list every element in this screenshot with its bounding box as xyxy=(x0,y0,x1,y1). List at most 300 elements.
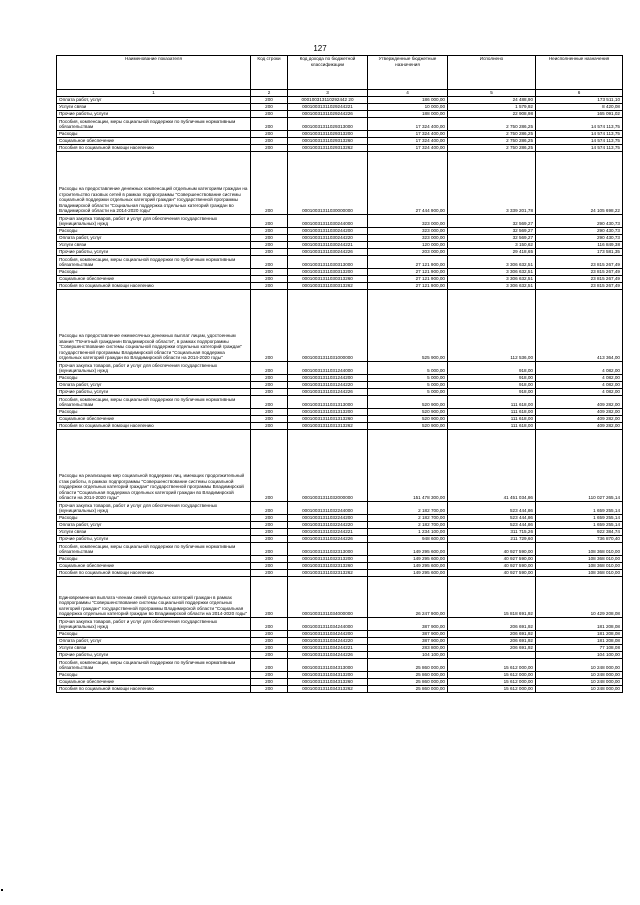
row-approved: 520 900,00 xyxy=(368,396,448,409)
row-name: Пособия по социальной помощи населению xyxy=(57,686,251,693)
row-approved: 520 900,00 xyxy=(368,416,448,423)
table-row xyxy=(57,242,623,249)
row-approved: 25 860 000,00 xyxy=(368,679,448,686)
row-unexecuted: 10 248 000,00 xyxy=(536,686,623,693)
row-name: Прочая закупка товаров, работ и услуг для обеспечения государственных (муниципальных) нужд xyxy=(57,362,251,375)
row-approved: 10 000,00 xyxy=(368,104,448,111)
row-approved: 27 121 900,00 xyxy=(368,269,448,276)
row-unexecuted: 10 248 000,00 xyxy=(536,679,623,686)
row-budget-code: 00010031311032244221 xyxy=(288,529,368,536)
row-executed: 32 569,27 xyxy=(448,215,536,228)
row-name: Услуги связи xyxy=(57,645,251,652)
row-name: Пособия, компенсации, меры социальной поддержки по публичным нормативным обязательствам xyxy=(57,118,251,131)
row-executed: 3 339 201,78 xyxy=(448,152,536,215)
row-name: Оплата работ, услуг xyxy=(57,522,251,529)
row-line-code: 200 xyxy=(251,111,288,118)
table-row xyxy=(57,131,623,138)
row-line-code: 200 xyxy=(251,104,288,111)
row-unexecuted: 173 581,35 xyxy=(536,249,623,256)
row-executed: 523 444,86 xyxy=(448,502,536,515)
row-budget-code: 00010031311031313260 xyxy=(288,416,368,423)
row-budget-code: 00010031311031244220 xyxy=(288,382,368,389)
row-executed: 32 569,27 xyxy=(448,235,536,242)
row-budget-code: 00010031311032244220 xyxy=(288,522,368,529)
column-number: 1 xyxy=(57,90,251,97)
row-executed: 41 451 034,86 xyxy=(448,430,536,502)
row-approved: 323 000,00 xyxy=(368,235,448,242)
row-line-code: 200 xyxy=(251,638,288,645)
table-row xyxy=(57,256,623,269)
row-approved: 17 324 400,00 xyxy=(368,131,448,138)
row-unexecuted: 10 429 208,08 xyxy=(536,577,623,618)
row-unexecuted: 173 511,10 xyxy=(536,97,623,104)
row-budget-code: 00010031311031313000 xyxy=(288,396,368,409)
row-line-code: 200 xyxy=(251,235,288,242)
table-row xyxy=(57,522,623,529)
table-row xyxy=(57,563,623,570)
row-executed: 15 818 691,92 xyxy=(448,577,536,618)
table-row xyxy=(57,138,623,145)
row-name: Прочие работы, услуги xyxy=(57,389,251,396)
row-budget-code: 00010031311032313262 xyxy=(288,570,368,577)
column-number-row xyxy=(57,90,623,97)
row-budget-code: 00010031311030244000 xyxy=(288,215,368,228)
table-row xyxy=(57,638,623,645)
row-line-code: 200 xyxy=(251,543,288,556)
row-budget-code: 00010031311032000000 xyxy=(288,430,368,502)
row-budget-code: 00010031311031000000 xyxy=(288,290,368,362)
row-name: Пособия, компенсации, меры социальной поддержки по публичным нормативным обязательствам xyxy=(57,659,251,672)
column-number: 5 xyxy=(448,90,536,97)
row-name: Расходы на предоставление денежных компенсаций отдельным категориям граждан на строительство газовых сетей в рамках подпрограммы "Совершенствование системы социальной поддержки отдельных категорий граждан" государственной программы Владимирской области "Социальная поддержка отдельных категорий граждан во Владимирской области на 2014-2020 годы" xyxy=(57,152,251,215)
row-executed: 2 750 286,25 xyxy=(448,131,536,138)
row-name: Услуги связи xyxy=(57,242,251,249)
row-approved: 17 324 400,00 xyxy=(368,145,448,152)
row-approved: 120 000,00 xyxy=(368,242,448,249)
row-budget-code: 00010031311029244226 xyxy=(288,111,368,118)
row-name: Расходы на реализацию мер социальной поддержки лиц, имеющих продолжительный стаж работы, в рамках подпрограммы "Совершенствование системы социальной поддержки отдельных категорий граждан" государственной программы Владимирской области "Социальная поддержка отдельных категорий граждан во Владимирской области на 2014-2020 годы" xyxy=(57,430,251,502)
row-approved: 151 478 300,00 xyxy=(368,430,448,502)
row-approved: 5 000,00 xyxy=(368,375,448,382)
row-budget-code: 00010031311034244220 xyxy=(288,638,368,645)
row-unexecuted: 1 659 255,14 xyxy=(536,515,623,522)
row-unexecuted: 108 368 010,00 xyxy=(536,556,623,563)
table-row xyxy=(57,679,623,686)
table-row xyxy=(57,618,623,631)
row-line-code: 200 xyxy=(251,409,288,416)
row-name: Пособия по социальной помощи населению xyxy=(57,145,251,152)
row-name: Прочая закупка товаров, работ и услуг для обеспечения государственных (муниципальных) нужд xyxy=(57,618,251,631)
row-name: Социальное обеспечение xyxy=(57,276,251,283)
row-budget-code: 00010031311029313000 xyxy=(288,118,368,131)
row-line-code: 200 xyxy=(251,256,288,269)
row-line-code: 200 xyxy=(251,563,288,570)
row-unexecuted: 922 384,74 xyxy=(536,529,623,536)
row-budget-code: 00010031311032313000 xyxy=(288,543,368,556)
row-approved: 283 800,00 xyxy=(368,645,448,652)
table-row xyxy=(57,686,623,693)
row-unexecuted: 4 082,00 xyxy=(536,382,623,389)
row-approved: 25 860 000,00 xyxy=(368,686,448,693)
row-name: Расходы xyxy=(57,131,251,138)
row-approved: 2 182 700,00 xyxy=(368,515,448,522)
row-line-code: 200 xyxy=(251,502,288,515)
row-approved: 27 121 900,00 xyxy=(368,256,448,269)
row-name: Пособия по социальной помощи населению xyxy=(57,423,251,430)
row-line-code: 200 xyxy=(251,362,288,375)
row-approved: 1 234 100,00 xyxy=(368,529,448,536)
header-budget-code: Код дохода по бюджетной классификации xyxy=(288,56,368,90)
row-line-code: 200 xyxy=(251,228,288,235)
row-executed: 3 306 632,51 xyxy=(448,256,536,269)
table-row xyxy=(57,416,623,423)
row-executed: 15 612 000,00 xyxy=(448,672,536,679)
row-name: Расходы xyxy=(57,672,251,679)
row-name: Пособия по социальной помощи населению xyxy=(57,283,251,290)
table-row xyxy=(57,145,623,152)
table-row xyxy=(57,543,623,556)
table-row xyxy=(57,228,623,235)
row-line-code: 200 xyxy=(251,423,288,430)
row-name: Прочие работы, услуги xyxy=(57,652,251,659)
row-executed: 40 927 590,00 xyxy=(448,563,536,570)
table-row xyxy=(57,652,623,659)
row-approved: 149 295 600,00 xyxy=(368,570,448,577)
header-approved: Утвержденные бюджетные назначения xyxy=(368,56,448,90)
row-budget-code: 00010031311031244200 xyxy=(288,375,368,382)
row-unexecuted: 14 574 113,75 xyxy=(536,145,623,152)
row-line-code: 200 xyxy=(251,382,288,389)
row-name: Услуги связи xyxy=(57,529,251,536)
header-unexecuted: Неисполненные назначения xyxy=(536,56,623,90)
row-executed: 15 612 000,00 xyxy=(448,679,536,686)
row-executed: 918,00 xyxy=(448,375,536,382)
header-name: Наименование показателя xyxy=(57,56,251,90)
table-row xyxy=(57,570,623,577)
row-executed: 211 729,60 xyxy=(448,536,536,543)
row-unexecuted: 290 430,73 xyxy=(536,215,623,228)
row-unexecuted: 14 574 113,75 xyxy=(536,118,623,131)
row-approved: 25 860 000,00 xyxy=(368,659,448,672)
row-executed: 918,00 xyxy=(448,362,536,375)
row-unexecuted: 23 815 267,49 xyxy=(536,256,623,269)
row-unexecuted: 4 082,00 xyxy=(536,362,623,375)
row-unexecuted: 77 108,08 xyxy=(536,645,623,652)
row-executed: 111 618,00 xyxy=(448,396,536,409)
row-unexecuted: 409 282,00 xyxy=(536,423,623,430)
row-line-code: 200 xyxy=(251,652,288,659)
table-row xyxy=(57,111,623,118)
row-unexecuted: 108 368 010,00 xyxy=(536,570,623,577)
row-name: Оплата работ, услуг xyxy=(57,235,251,242)
row-approved: 525 900,00 xyxy=(368,290,448,362)
row-unexecuted: 104 100,00 xyxy=(536,652,623,659)
row-executed: 206 691,92 xyxy=(448,631,536,638)
row-name: Единовременная выплата членам семей отдельных категорий граждан в рамках подпрограммы "Совершенствование системы социальной поддержки отдельных категорий граждан" государственной программы Владимирской области "Социальная поддержка отдельных категорий граждан во Владимирской области на 2014-2020 годы" xyxy=(57,577,251,618)
row-name: Расходы на предоставление ежемесячных денежных выплат лицам, удостоенным звания "Почетный гражданин Владимирской области", в рамках подпрограммы "Совершенствование системы социальной поддержки отдельных категорий граждан" государственной программы Владимирской области "Социальная поддержка отдельных категорий граждан во Владимирской области на 2014-2020 годы" xyxy=(57,290,251,362)
row-budget-code: 00010031311031244000 xyxy=(288,362,368,375)
row-budget-code: 00010031311034244226 xyxy=(288,652,368,659)
row-budget-code: 00010031311030313000 xyxy=(288,256,368,269)
row-line-code: 200 xyxy=(251,659,288,672)
row-line-code: 200 xyxy=(251,679,288,686)
row-line-code: 200 xyxy=(251,556,288,563)
row-approved: 323 000,00 xyxy=(368,215,448,228)
row-unexecuted: 4 082,00 xyxy=(536,389,623,396)
table-row xyxy=(57,118,623,131)
table-row xyxy=(57,249,623,256)
table-row xyxy=(57,375,623,382)
table-row xyxy=(57,276,623,283)
row-name: Прочие работы, услуги xyxy=(57,249,251,256)
row-unexecuted: 181 208,08 xyxy=(536,618,623,631)
row-approved: 948 600,00 xyxy=(368,536,448,543)
row-approved: 25 860 000,00 xyxy=(368,672,448,679)
row-line-code: 200 xyxy=(251,283,288,290)
row-executed: 918,00 xyxy=(448,382,536,389)
row-name: Оплата работ, услуг xyxy=(57,638,251,645)
table-row xyxy=(57,104,623,111)
row-unexecuted: 409 282,00 xyxy=(536,409,623,416)
row-approved: 203 000,00 xyxy=(368,249,448,256)
row-budget-code: 00010031311034244221 xyxy=(288,645,368,652)
row-budget-code: 00010031311031313200 xyxy=(288,409,368,416)
row-line-code: 200 xyxy=(251,97,288,104)
table-body xyxy=(57,97,623,693)
row-line-code: 200 xyxy=(251,290,288,362)
row-line-code: 200 xyxy=(251,269,288,276)
row-unexecuted: 165 091,02 xyxy=(536,111,623,118)
row-name: Расходы xyxy=(57,375,251,382)
page-number: 127 xyxy=(313,44,327,53)
header-executed: Исполнено xyxy=(448,56,536,90)
row-executed: 3 306 632,51 xyxy=(448,269,536,276)
row-budget-code: 00010031311034313200 xyxy=(288,672,368,679)
row-budget-code: 00010031311032244226 xyxy=(288,536,368,543)
row-name: Социальное обеспечение xyxy=(57,416,251,423)
row-budget-code: 00010031311034313262 xyxy=(288,686,368,693)
table-row xyxy=(57,645,623,652)
row-budget-code: 00010031311030000000 xyxy=(288,152,368,215)
row-executed: 2 750 286,25 xyxy=(448,118,536,131)
table-row xyxy=(57,362,623,375)
row-line-code: 200 xyxy=(251,618,288,631)
row-executed: 918,00 xyxy=(448,389,536,396)
row-executed xyxy=(448,652,536,659)
row-executed: 112 536,00 xyxy=(448,290,536,362)
row-line-code: 200 xyxy=(251,522,288,529)
table-row xyxy=(57,423,623,430)
row-executed: 2 750 286,25 xyxy=(448,138,536,145)
row-name: Расходы xyxy=(57,556,251,563)
row-line-code: 200 xyxy=(251,242,288,249)
row-unexecuted: 736 870,40 xyxy=(536,536,623,543)
row-executed: 523 444,86 xyxy=(448,515,536,522)
row-executed: 22 908,98 xyxy=(448,111,536,118)
row-approved: 5 000,00 xyxy=(368,362,448,375)
row-approved: 387 900,00 xyxy=(368,618,448,631)
row-unexecuted: 409 282,00 xyxy=(536,416,623,423)
budget-execution-table xyxy=(56,55,623,693)
table-row xyxy=(57,502,623,515)
row-approved: 17 324 400,00 xyxy=(368,138,448,145)
row-unexecuted: 14 574 113,75 xyxy=(536,131,623,138)
row-budget-code: 00010031311030313260 xyxy=(288,276,368,283)
row-budget-code: 00010031311030244220 xyxy=(288,235,368,242)
row-unexecuted: 23 815 267,49 xyxy=(536,276,623,283)
row-name: Расходы xyxy=(57,631,251,638)
row-unexecuted: 14 574 113,75 xyxy=(536,138,623,145)
row-approved: 2 182 700,00 xyxy=(368,502,448,515)
row-line-code: 200 xyxy=(251,118,288,131)
row-unexecuted: 10 248 000,00 xyxy=(536,659,623,672)
row-budget-code: 00010031311030244221 xyxy=(288,242,368,249)
table-row xyxy=(57,536,623,543)
row-budget-code: 00010031311034313260 xyxy=(288,679,368,686)
row-executed: 3 306 632,51 xyxy=(448,276,536,283)
row-name: Расходы xyxy=(57,515,251,522)
table-row xyxy=(57,659,623,672)
table-row xyxy=(57,409,623,416)
row-budget-code: 00010031311030313200 xyxy=(288,269,368,276)
row-budget-code: 00010031311029313200 xyxy=(288,131,368,138)
row-unexecuted: 1 659 255,14 xyxy=(536,522,623,529)
row-executed: 40 927 590,00 xyxy=(448,570,536,577)
row-line-code: 200 xyxy=(251,396,288,409)
row-budget-code: 00010031311030244226 xyxy=(288,249,368,256)
row-executed: 1 579,92 xyxy=(448,104,536,111)
row-budget-code: 00010031311029244221 xyxy=(288,104,368,111)
row-budget-code: 00010031311032244200 xyxy=(288,515,368,522)
row-executed: 111 618,00 xyxy=(448,423,536,430)
row-budget-code: 00010031311030244200 xyxy=(288,228,368,235)
row-name: Расходы xyxy=(57,409,251,416)
row-approved: 186 000,00 xyxy=(368,97,448,104)
row-executed: 40 927 590,00 xyxy=(448,556,536,563)
row-executed: 24 488,90 xyxy=(448,97,536,104)
table-row xyxy=(57,515,623,522)
header-row xyxy=(57,56,623,90)
row-name: Социальное обеспечение xyxy=(57,138,251,145)
table-row xyxy=(57,235,623,242)
row-executed: 206 691,92 xyxy=(448,618,536,631)
row-executed: 111 618,00 xyxy=(448,409,536,416)
row-name: Оплата работ, услуг xyxy=(57,97,251,104)
table-row xyxy=(57,269,623,276)
row-executed: 2 750 286,25 xyxy=(448,145,536,152)
row-budget-code: 00010031311030313262 xyxy=(288,283,368,290)
row-budget-code: 00010031311032313260 xyxy=(288,563,368,570)
row-unexecuted: 24 105 698,22 xyxy=(536,152,623,215)
table-row xyxy=(57,577,623,618)
row-line-code: 200 xyxy=(251,515,288,522)
row-unexecuted: 181 208,08 xyxy=(536,638,623,645)
table-row xyxy=(57,97,623,104)
row-executed: 15 612 000,00 xyxy=(448,659,536,672)
table-row xyxy=(57,529,623,536)
row-line-code: 200 xyxy=(251,131,288,138)
row-executed: 3 150,62 xyxy=(448,242,536,249)
row-name: Социальное обеспечение xyxy=(57,563,251,570)
row-unexecuted: 409 282,00 xyxy=(536,396,623,409)
row-unexecuted: 110 027 265,14 xyxy=(536,430,623,502)
row-approved: 149 295 600,00 xyxy=(368,556,448,563)
row-executed: 206 691,92 xyxy=(448,638,536,645)
row-unexecuted: 181 208,08 xyxy=(536,631,623,638)
table-row xyxy=(57,556,623,563)
row-budget-code: 00010031311034244000 xyxy=(288,618,368,631)
row-approved: 520 900,00 xyxy=(368,423,448,430)
row-executed: 523 444,86 xyxy=(448,522,536,529)
column-number: 3 xyxy=(288,90,368,97)
row-unexecuted: 1 659 255,14 xyxy=(536,502,623,515)
row-name: Пособия, компенсации, меры социальной поддержки по публичным нормативным обязательствам xyxy=(57,543,251,556)
row-name: Прочая закупка товаров, работ и услуг для обеспечения государственных (муниципальных) нужд xyxy=(57,502,251,515)
row-executed: 32 569,27 xyxy=(448,228,536,235)
row-budget-code: 00010031311031244226 xyxy=(288,389,368,396)
row-line-code: 200 xyxy=(251,375,288,382)
row-line-code: 200 xyxy=(251,145,288,152)
row-line-code: 200 xyxy=(251,138,288,145)
row-name: Пособия, компенсации, меры социальной поддержки по публичным нормативным обязательствам xyxy=(57,396,251,409)
table-row xyxy=(57,631,623,638)
row-name: Прочая закупка товаров, работ и услуг для обеспечения государственных (муниципальных) нужд xyxy=(57,215,251,228)
row-budget-code: 000100313110292442 20 xyxy=(288,97,368,104)
row-approved: 5 000,00 xyxy=(368,389,448,396)
row-name: Расходы xyxy=(57,228,251,235)
row-name: Услуги связи xyxy=(57,104,251,111)
row-unexecuted: 108 368 010,00 xyxy=(536,563,623,570)
row-approved: 27 444 900,00 xyxy=(368,152,448,215)
table-row xyxy=(57,283,623,290)
row-budget-code: 00010031311032244000 xyxy=(288,502,368,515)
scan-mark xyxy=(1,889,3,891)
row-approved: 387 900,00 xyxy=(368,631,448,638)
row-approved: 17 324 400,00 xyxy=(368,118,448,131)
row-approved: 26 247 900,00 xyxy=(368,577,448,618)
row-unexecuted: 10 248 000,00 xyxy=(536,672,623,679)
table-row xyxy=(57,215,623,228)
column-number: 6 xyxy=(536,90,623,97)
row-approved: 149 295 600,00 xyxy=(368,543,448,556)
row-budget-code: 00010031311029313262 xyxy=(288,145,368,152)
row-line-code: 200 xyxy=(251,631,288,638)
row-budget-code: 00010031311029313260 xyxy=(288,138,368,145)
row-approved: 323 000,00 xyxy=(368,228,448,235)
row-unexecuted: 108 368 010,00 xyxy=(536,543,623,556)
row-executed: 29 418,65 xyxy=(448,249,536,256)
row-executed: 3 306 632,51 xyxy=(448,283,536,290)
row-name: Пособия по социальной помощи населению xyxy=(57,570,251,577)
row-executed: 311 715,26 xyxy=(448,529,536,536)
row-unexecuted: 4 082,00 xyxy=(536,375,623,382)
row-name: Оплата работ, услуг xyxy=(57,382,251,389)
row-unexecuted: 290 430,73 xyxy=(536,228,623,235)
row-line-code: 200 xyxy=(251,672,288,679)
row-line-code: 200 xyxy=(251,416,288,423)
table-row xyxy=(57,152,623,215)
row-executed: 15 612 000,00 xyxy=(448,686,536,693)
row-approved: 5 000,00 xyxy=(368,382,448,389)
row-approved: 149 295 600,00 xyxy=(368,563,448,570)
table-row xyxy=(57,396,623,409)
row-budget-code: 00010031311031313262 xyxy=(288,423,368,430)
table-row xyxy=(57,672,623,679)
row-budget-code: 00010031311032313200 xyxy=(288,556,368,563)
row-unexecuted: 23 815 267,49 xyxy=(536,269,623,276)
column-number: 4 xyxy=(368,90,448,97)
row-unexecuted: 290 430,73 xyxy=(536,235,623,242)
